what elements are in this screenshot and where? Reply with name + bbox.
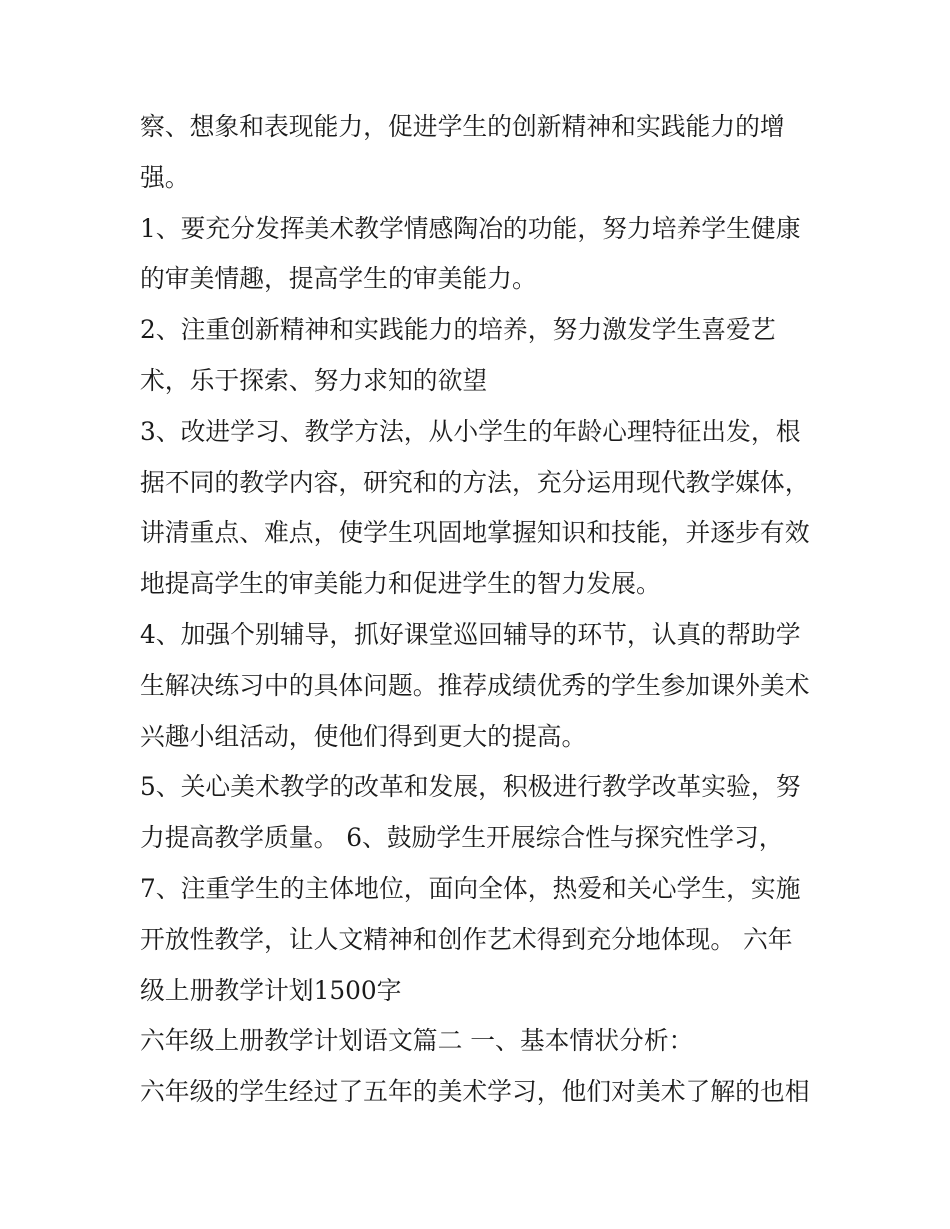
text-line: 7、注重学生的主体地位，面向全体，热爱和关心学生，实施: [140, 873, 801, 903]
text-line: 术，乐于探索、努力求知的欲望: [140, 365, 488, 395]
text-line: 2、注重创新精神和实践能力的培养，努力激发学生喜爱艺: [140, 315, 776, 345]
text-line: 地提高学生的审美能力和促进学生的智力发展。: [140, 569, 661, 599]
text-line: 生解决练习中的具体问题。推荐成绩优秀的学生参加课外美术: [140, 670, 810, 700]
text-line: 3、改进学习、教学方法，从小学生的年龄心理特征出发，根: [140, 416, 801, 446]
text-line: 的审美情趣，提高学生的审美能力。: [140, 264, 537, 294]
text-line: 4、加强个别辅导，抓好课堂巡回辅导的环节，认真的帮助学: [140, 619, 801, 649]
text-line: 兴趣小组活动，使他们得到更大的提高。: [140, 721, 587, 751]
text-line: 5、关心美术教学的改革和发展，积极进行教学改革实验，努: [140, 772, 801, 802]
text-line: 开放性教学，让人文精神和创作艺术得到充分地体现。 六年: [140, 924, 793, 954]
text-line: 级上册教学计划1500字: [140, 975, 402, 1005]
text-line: 据不同的教学内容，研究和的方法，充分运用现代教学媒体，: [140, 467, 810, 497]
section-heading: 六年级上册教学计划语文篇二 一、基本情状分析：: [140, 1026, 694, 1056]
text-line: 1、要充分发挥美术教学情感陶冶的功能，努力培养学生健康: [140, 213, 801, 243]
text-line: 讲清重点、难点，使学生巩固地掌握知识和技能，并逐步有效: [140, 518, 810, 548]
document-page: [140, 102, 840, 1118]
text-line: 强。: [140, 162, 190, 192]
text-line: 六年级的学生经过了五年的美术学习，他们对美术了解的也相: [140, 1077, 810, 1107]
text-line: 力提高教学质量。 6、鼓励学生开展综合性与探究性学习，: [140, 823, 784, 853]
text-line: 察、想象和表现能力，促进学生的创新精神和实践能力的增: [140, 112, 785, 141]
